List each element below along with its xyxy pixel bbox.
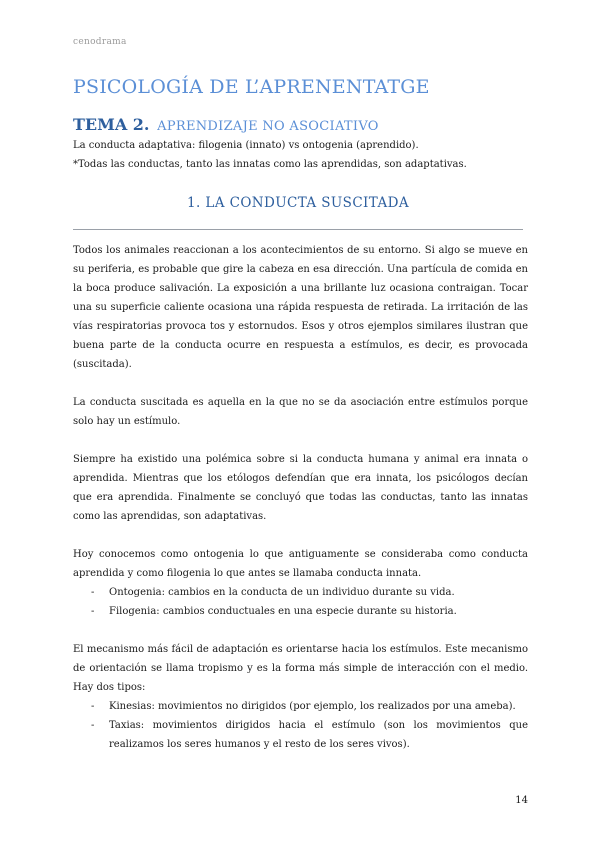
- bullet-dash: -: [91, 720, 95, 731]
- bullet-dash: -: [91, 701, 95, 712]
- page-number: 14: [515, 795, 528, 806]
- header-tag: cenodrama: [73, 37, 127, 47]
- section-divider: [73, 229, 523, 230]
- list-item: [73, 583, 528, 602]
- body-paragraph: Hoy conocemos como ontogenia lo que antiguamente se consideraba como conducta aprendida y como filogenia lo que antes se llamaba conducta innata.: [73, 549, 528, 579]
- list-item-text: Ontogenia: cambios en la conducta de un individuo durante su vida.: [109, 587, 455, 598]
- list-item-text: Kinesias: movimientos no dirigidos (por ejemplo, los realizados por una ameba).: [109, 701, 516, 712]
- intro-line: La conducta adaptativa: filogenia (innato) vs ontogenia (aprendido).: [73, 140, 419, 151]
- list-ontogenia-filogenia: [73, 583, 528, 621]
- section-body: [73, 241, 528, 773]
- topic-heading: [73, 108, 379, 136]
- body-paragraph: Todos los animales reaccionan a los acontecimientos de su entorno. Si algo se mueve en su periferia, es probable que gire la cabeza en esa dirección. Una partícula de comida en la boca produce salivación. La exposición a una brillante luz ocasiona contraigan. Tocar una su superficie caliente ocasiona una rápida respuesta de retirada. La irritación de las vías respiratorias provoca tos y estornudos. Esos y otros ejemplos similares ilustran que buena parte de la conducta ocurre en respuesta a estímulos, es decir, es provocada (suscitada).: [73, 245, 528, 370]
- body-paragraph: La conducta suscitada es aquella en la que no se da asociación entre estímulos porque solo hay un estímulo.: [73, 397, 528, 427]
- document-title: PSICOLOGÍA DE L’APRENENTATGE: [73, 76, 430, 98]
- list-item: [73, 716, 528, 754]
- list-item: [73, 602, 528, 621]
- topic-number: TEMA 2.: [73, 115, 150, 134]
- body-paragraph: El mecanismo más fácil de adaptación es orientarse hacia los estímulos. Este mecanismo de orientación se llama tropismo y es la forma más simple de interacción con el medio. Hay dos tipos:: [73, 644, 528, 693]
- bullet-dash: -: [91, 587, 95, 598]
- list-item-text: Filogenia: cambios conductuales en una especie durante su historia.: [109, 606, 457, 617]
- list-tropismo-types: [73, 697, 528, 754]
- topic-name: APRENDIZAJE NO ASOCIATIVO: [157, 119, 379, 134]
- intro-line: *Todas las conductas, tanto las innatas como las aprendidas, son adaptativas.: [73, 159, 467, 170]
- intro-block: [73, 136, 533, 174]
- bullet-dash: -: [91, 606, 95, 617]
- list-item: [73, 697, 528, 716]
- list-item-text: Taxias: movimientos dirigidos hacia el estímulo (son los movimientos que realizamos los seres humanos y el resto de los seres vivos).: [109, 720, 528, 750]
- body-paragraph: Siempre ha existido una polémica sobre si la conducta humana y animal era innata o aprendida. Mientras que los etólogos defendían que era innata, los psicólogos decían que era aprendida. Finalmente se concluyó que todas las conductas, tanto las innatas como las aprendidas, son adaptativas.: [73, 454, 528, 522]
- section-heading: 1. LA CONDUCTA SUSCITADA: [187, 195, 409, 211]
